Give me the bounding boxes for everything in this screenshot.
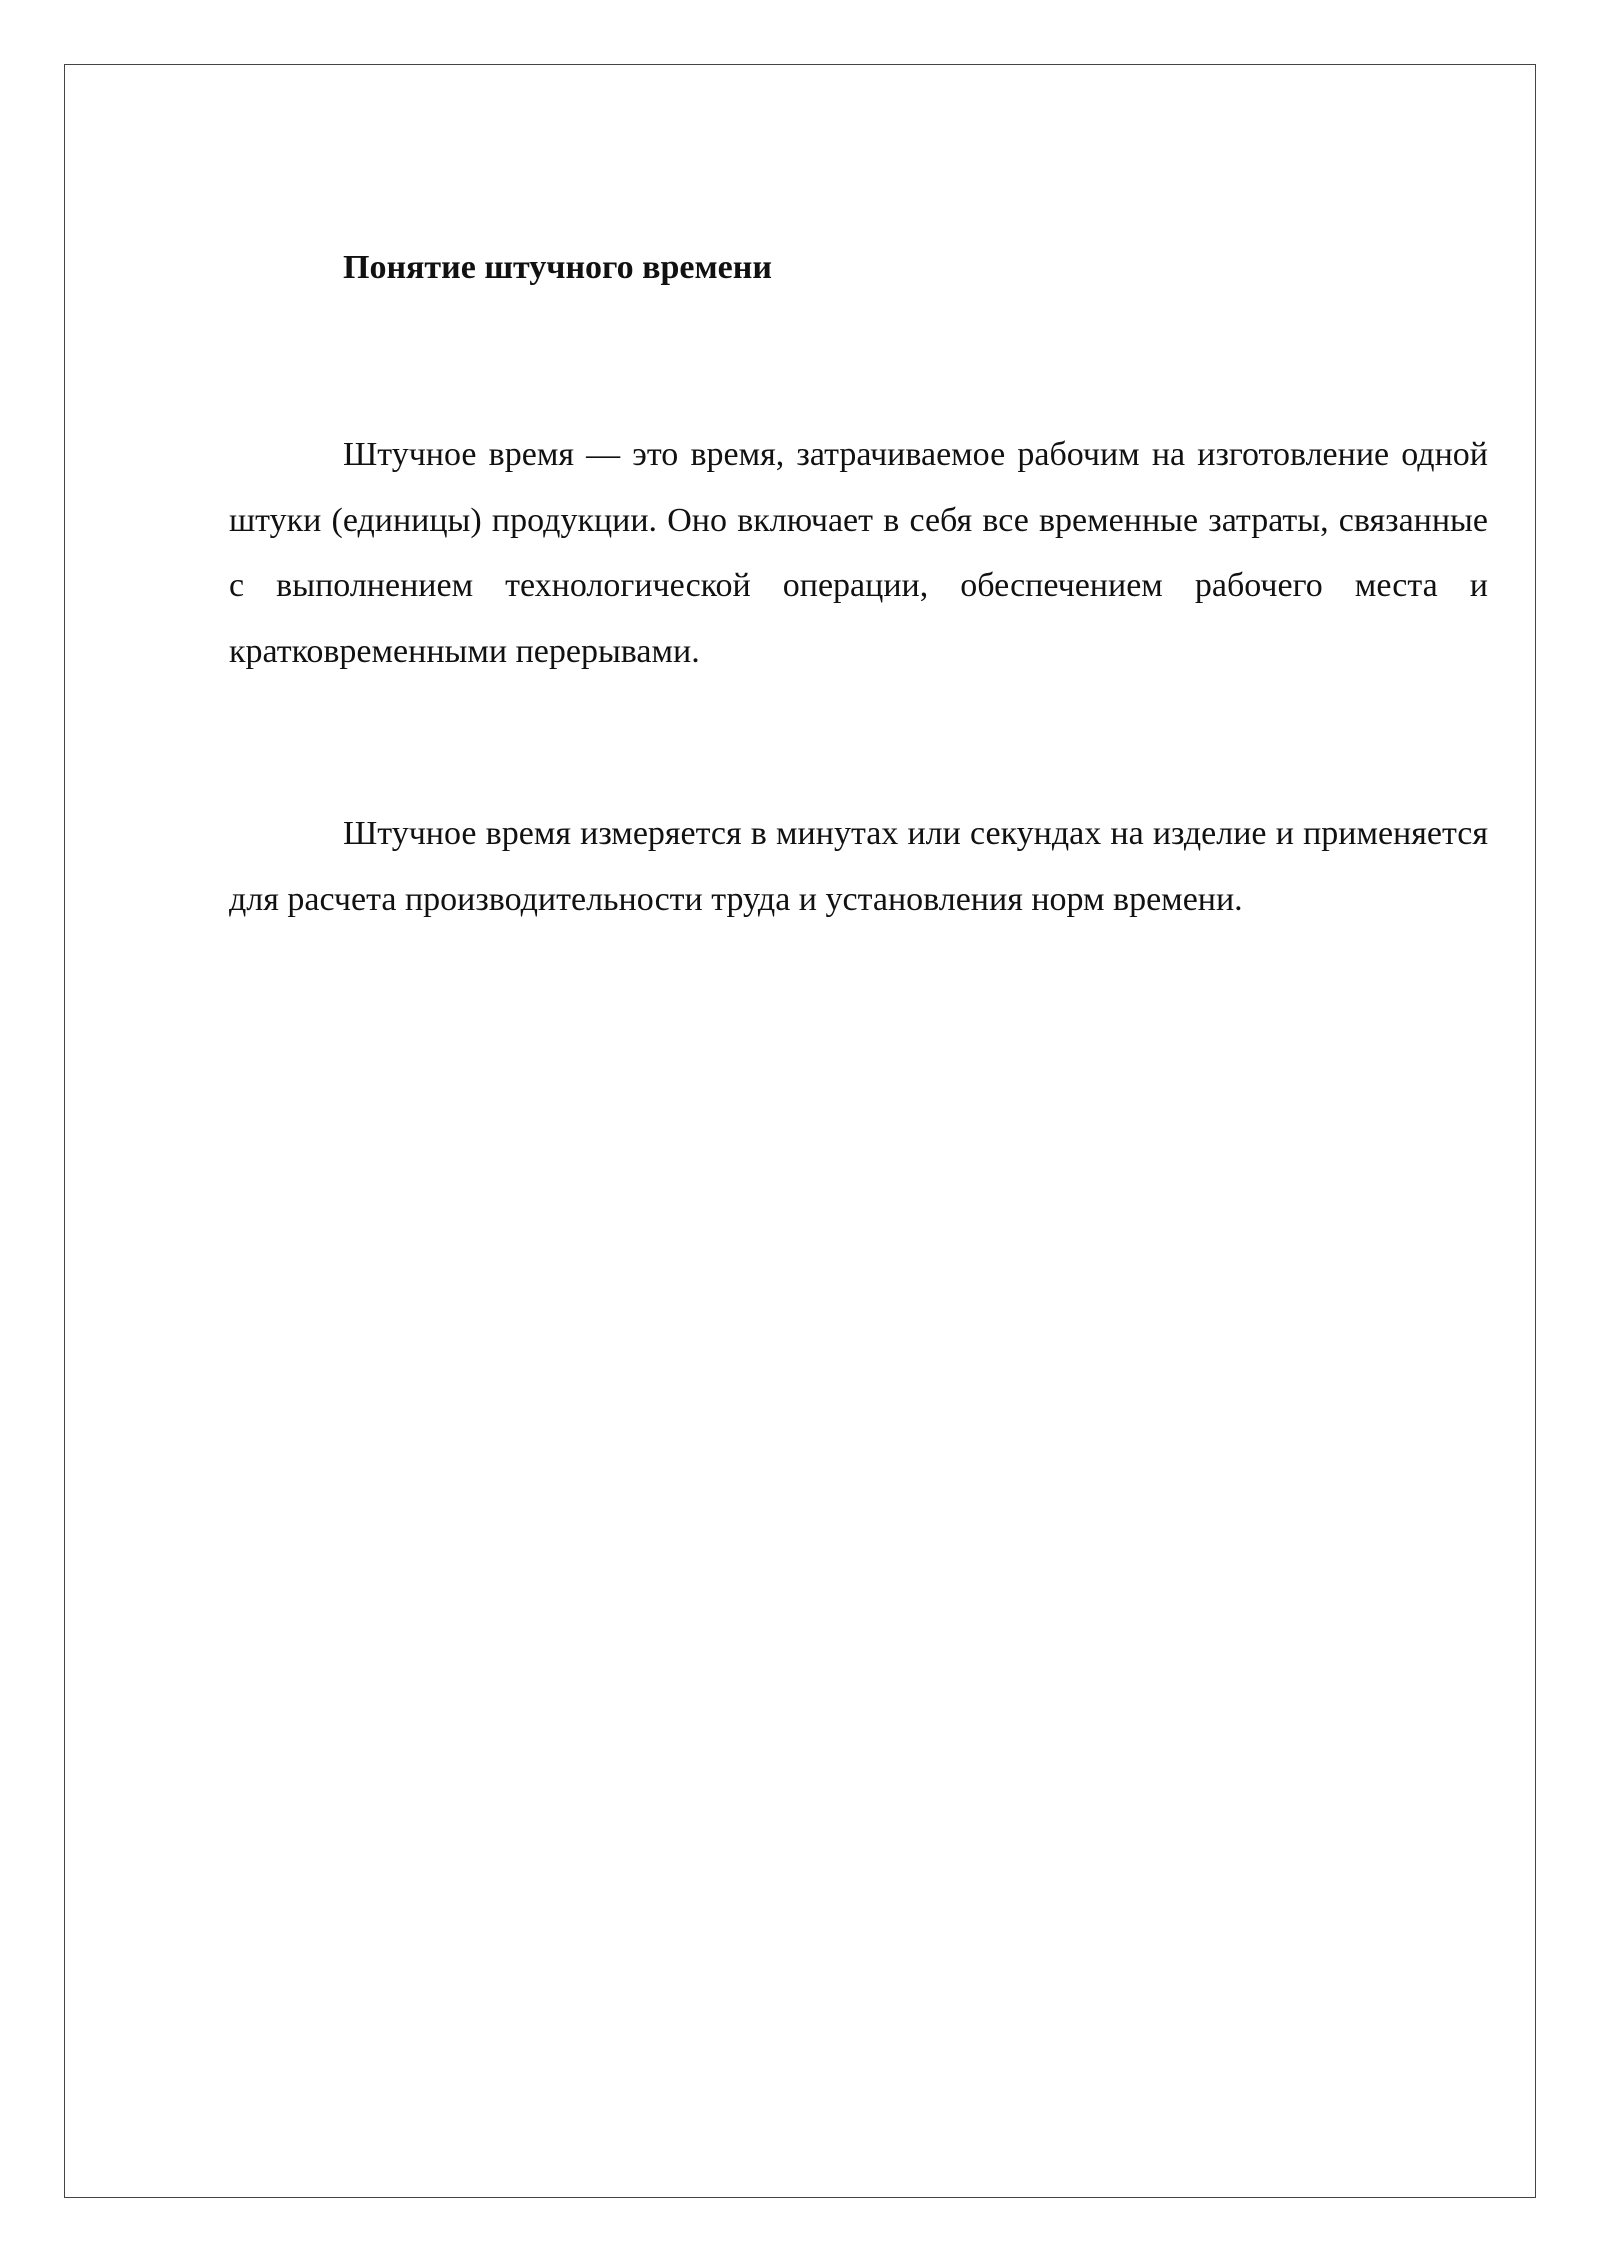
paragraph-definition: Штучное время — это время, затрачиваемое рабочим на изготовление одной штуки (единицы) продукции. Оно включает в себя все временные затраты, связанные с выполнением технологической операции, обеспечением рабочего места и кратковременными перерывами.: [229, 436, 1488, 670]
document-heading: Понятие штучного времени: [343, 249, 772, 286]
document-body: [229, 240, 1488, 932]
paragraph-measurement: Штучное время измеряется в минутах или секундах на изделие и применяется для расчета производительности труда и установления норм времени.: [229, 815, 1488, 918]
